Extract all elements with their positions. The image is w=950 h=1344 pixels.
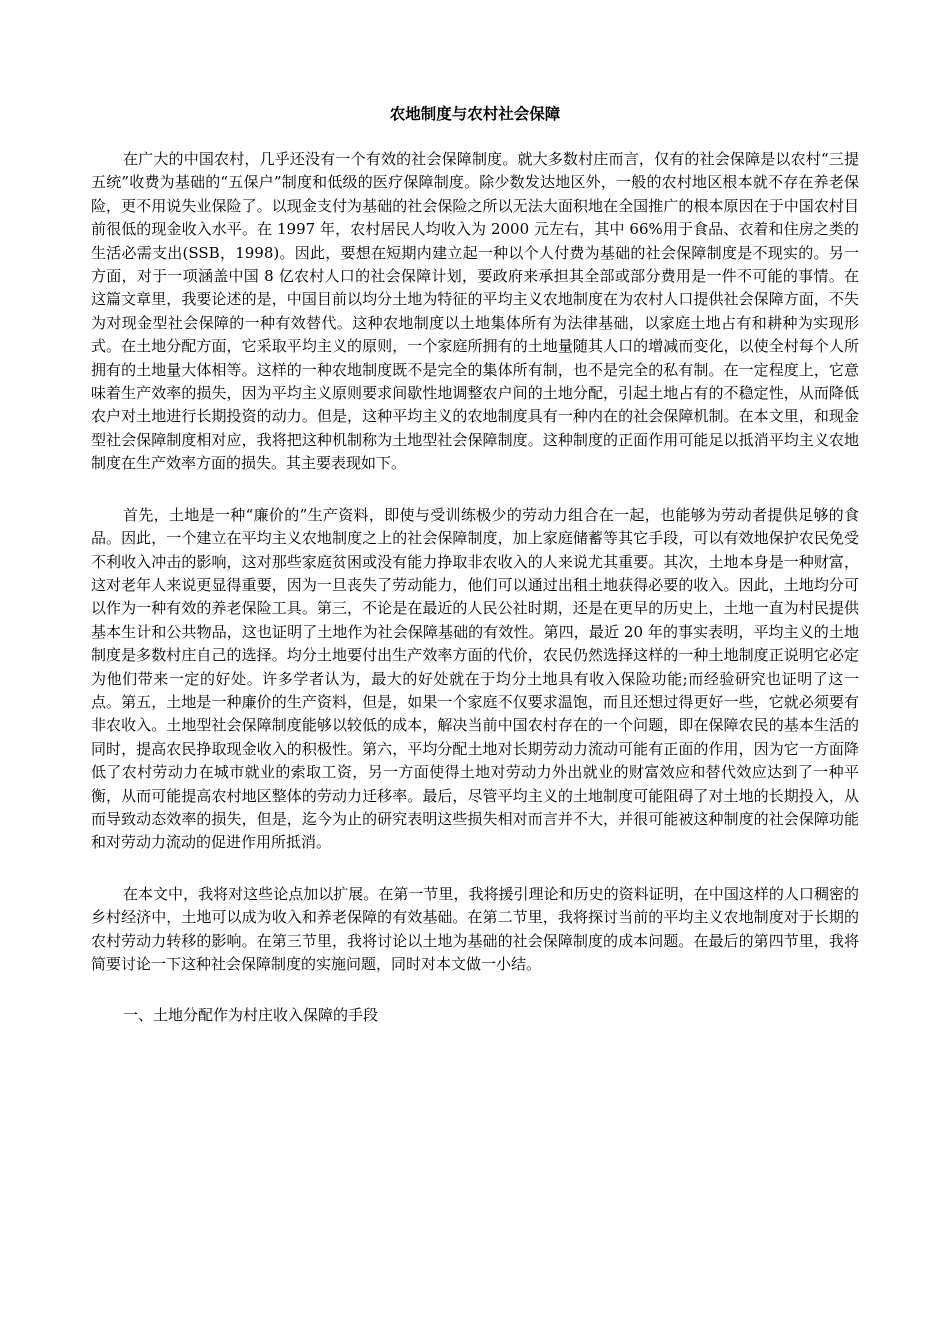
paragraph-introduction: 在广大的中国农村，几乎还没有一个有效的社会保障制度。就大多数村庄而言，仅有的社会保障是以农村“三提五统”收费为基础的“五保户”制度和低级的医疗保障制度。除少数发达地区外，一般的农村地区根本就不存在养老保险，更不用说失业保险了。以现金支付为基础的社会保险之所以无法大面积地在全国推广的根本原因在于中国农村目前很低的现金收入水平。在 1997 年，农村居民人均收入为 2000 元左右，其中 66%用于食品、衣着和住房之类的生活必需支出(SSB，1998)。因此，要想在短期内建立起一种以个人付费为基础的社会保障制度是不现实的。另一方面，对于一项涵盖中国 8 亿农村人口的社会保障计划，要政府来承担其全部或部分费用是一件不可能的事情。在这篇文章里，我要论述的是，中国目前以均分土地为特征的平均主义农地制度在为农村人口提供社会保障方面，不失为对现金型社会保障的一种有效替代。这种农地制度以土地集体所有为法律基础，以家庭土地占有和耕种为实现形式。在土地分配方面，它采取平均主义的原则，一个家庭所拥有的土地量随其人口的增减而变化，以使全村每个人所拥有的土地量大体相等。这样的一种农地制度既不是完全的集体所有制，也不是完全的私有制。在一定程度上，它意味着生产效率的损失，因为平均主义原则要求间歇性地调整农户间的土地分配，引起土地占有的不稳定性，从而降低农户对土地进行长期投资的动力。但是，这种平均主义的农地制度具有一种内在的社会保障机制。在本文里，和现金型社会保障制度相对应，我将把这种机制称为土地型社会保障制度。这种制度的正面作用可能足以抵消平均主义农地制度在生产效率方面的损失。其主要表现如下。 xyxy=(91,150,859,473)
document-page xyxy=(91,104,859,1028)
paragraph-outline: 在本文中，我将对这些论点加以扩展。在第一节里，我将援引理论和历史的资料证明，在中国这样的人口稠密的乡村经济中，土地可以成为收入和养老保障的有效基础。在第二节里，我将探讨当前的平均主义农地制度对于长期的农村劳动力转移的影响。在第三节里，我将讨论以土地为基础的社会保障制度的成本问题。在最后的第四节里，我将简要讨论一下这种社会保障制度的实施问题，同时对本文做一小结。 xyxy=(91,884,859,973)
paragraph-main-arguments: 首先，土地是一种“廉价的”生产资料，即使与受训练极少的劳动力组合在一起，也能够为劳动者提供足够的食品。因此，一个建立在平均主义农地制度之上的社会保障制度，加上家庭储蓄等其它手段，可以有效地保护农民免受不利收入冲击的影响，这对那些家庭贫困或没有能力挣取非农收入的人来说尤其重要。其次，土地本身是一种财富，这对老年人来说更显得重要，因为一旦丧失了劳动能力，他们可以通过出租土地获得必要的收入。因此，土地均分可以作为一种有效的养老保险工具。第三，不论是在最近的人民公社时期，还是在更早的历史上，土地一直为村民提供基本生计和公共物品，这也证明了土地作为社会保障基础的有效性。第四，最近 20 年的事实表明，平均主义的土地制度是多数村庄自己的选择。均分土地要付出生产效率方面的代价，农民仍然选择这样的一种土地制度正说明它必定为他们带来一定的好处。许多学者认为，最大的好处就在于均分土地具有收入保险功能;而经验研究也证明了这一点。第五，土地是一种廉价的生产资料，但是，如果一个家庭不仅要求温饱，而且还想过得更好一些，它就必须要有非农收入。土地型社会保障制度能够以较低的成本，解决当前中国农村存在的一个问题，即在保障农民的基本生活的同时，提高农民挣取现金收入的积极性。第六，平均分配土地对长期劳动力流动可能有正面的作用，因为它一方面降低了农村劳动力在城市就业的索取工资，另一方面使得土地对劳动力外出就业的财富效应和替代效应达到了一种平衡，从而可能提高农村地区整体的劳动力迁移率。最后，尽管平均主义的土地制度可能阻碍了对土地的长期投入，从而导致动态效率的损失，但是，迄今为止的研究表明这些损失相对而言并不大，并很可能被这种制度的社会保障功能和对劳动力流动的促进作用所抵消。 xyxy=(91,505,859,852)
document-title: 农地制度与农村社会保障 xyxy=(389,105,561,123)
section-heading: 一、土地分配作为村庄收入保障的手段 xyxy=(123,1006,379,1025)
